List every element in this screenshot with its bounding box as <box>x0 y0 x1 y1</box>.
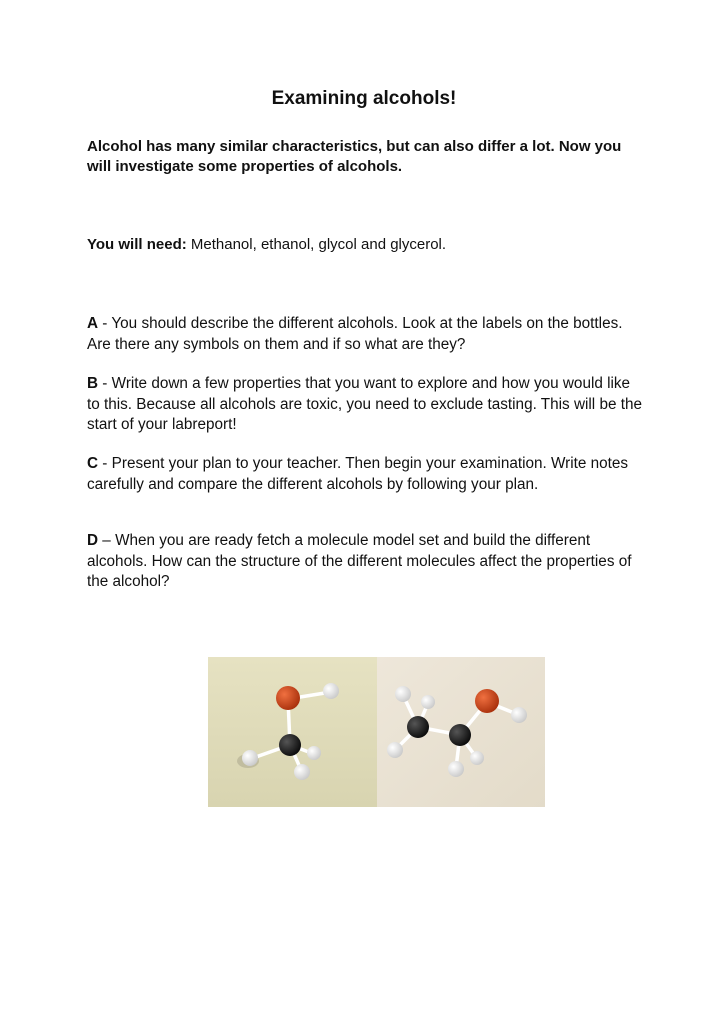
step-letter: B <box>87 375 99 392</box>
step-d <box>87 531 647 593</box>
step-c <box>87 454 647 495</box>
step-text: – When you are ready fetch a molecule model set and build the different alcohols. How can the structure of the different molecules affect the properties of the alcohol? <box>87 532 632 590</box>
step-text: - Present your plan to your teacher. Then begin your examination. Write notes carefully and compare the different alcohols by following your plan. <box>87 455 629 493</box>
hydrogen-atom <box>323 683 339 699</box>
hydrogen-atom <box>395 686 411 702</box>
hydrogen-atom <box>448 761 464 777</box>
step-b <box>87 374 647 436</box>
step-text: - Write down a few properties that you want to explore and how you would like to this. Because all alcohols are toxic, you need to exclude tasting. This will be the start of your labreport! <box>87 375 642 433</box>
materials-line <box>87 235 446 255</box>
step-letter: D <box>87 532 99 549</box>
hydrogen-atom <box>387 742 403 758</box>
hydrogen-atom <box>470 751 484 765</box>
carbon-atom <box>279 734 301 756</box>
step-letter: C <box>87 455 99 472</box>
step-letter: A <box>87 315 99 332</box>
carbon-atom <box>449 724 471 746</box>
molecule-models-photo <box>208 657 545 807</box>
hydrogen-atom <box>307 746 321 760</box>
step-text: - You should describe the different alcohols. Look at the labels on the bottles. Are there any symbols on them and if so what are they? <box>87 315 623 353</box>
carbon-atom <box>407 716 429 738</box>
materials-label: You will need: <box>87 236 187 253</box>
left-photo-background <box>208 657 377 807</box>
materials-list: Methanol, ethanol, glycol and glycerol. <box>186 236 447 253</box>
oxygen-atom <box>276 686 300 710</box>
hydrogen-atom <box>294 764 310 780</box>
oxygen-atom <box>475 689 499 713</box>
document-title: Examining alcohols! <box>271 88 457 109</box>
intro-paragraph: Alcohol has many similar characteristics, but can also differ a lot. Now you will investigate some properties of alcohols. <box>87 138 622 175</box>
hydrogen-atom <box>242 750 258 766</box>
hydrogen-atom <box>421 695 435 709</box>
hydrogen-atom <box>511 707 527 723</box>
step-a <box>87 314 647 355</box>
